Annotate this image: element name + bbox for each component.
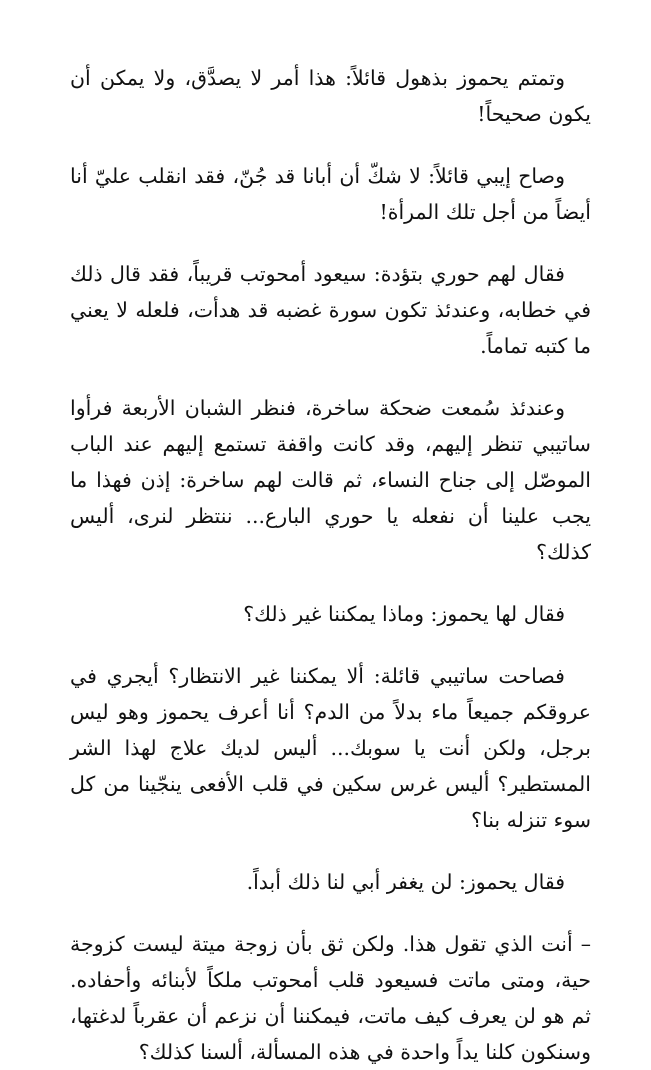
paragraph-8: – أنت الذي تقول هذا. ولكن ثق بأن زوجة ميتة ليست كزوجة حية، ومتى ماتت فسيعود قلب أمحوتب ملكاً لأبنائه وأحفاده. ثم هو لن يعرف كيف ماتت، فيمكننا أن نزعم أن عقرباً لدغتها، وسنكون كلنا يداً واحدة في هذه المسألة، ألسنا كذلك؟ bbox=[70, 932, 591, 1064]
paragraph-4: وعندئذ سُمعت ضحكة ساخرة، فنظر الشبان الأربعة فرأوا ساتيبي تنظر إليهم، وقد كانت واقفة تستمع إليهم عند الباب الموصّل إلى جناح النساء، ثم قالت لهم ساخرة: إذن فهذا ما يجب علينا أن نفعله يا حوري البارع... ننتظر لنرى، أليس كذلك؟ bbox=[70, 396, 591, 564]
paragraph-3: فقال لهم حوري بتؤدة: سيعود أمحوتب قريباً، فقد قال ذلك في خطابه، وعندئذ تكون سورة غضبه قد هدأت، فلعله لا يعني ما كتبه تماماً. bbox=[70, 262, 591, 358]
paragraph-2: وصاح إيبي قائلاً: لا شكّ أن أبانا قد جُنّ، فقد انقلب عليّ أنا أيضاً من أجل تلك المرأة! bbox=[70, 164, 591, 224]
paragraph-6: فصاحت ساتيبي قائلة: ألا يمكننا غير الانتظار؟ أيجري في عروقكم جميعاً ماء بدلاً من الدم؟ أنا أعرف يحموز وهو ليس برجل، ولكن أنت يا سوبك... أليس لديك علاج لهذا الشر المستطير؟ أليس غرس سكين في قلب الأفعى ينجّينا من كل سوء تنزله بنا؟ bbox=[70, 664, 591, 832]
paragraph-1: وتمتم يحموز بذهول قائلاً: هذا أمر لا يصدَّق، ولا يمكن أن يكون صحيحاً! bbox=[70, 66, 591, 126]
paragraph-5: فقال لها يحموز: وماذا يمكننا غير ذلك؟ bbox=[243, 602, 565, 626]
paragraph-7: فقال يحموز: لن يغفر أبي لنا ذلك أبداً. bbox=[246, 870, 565, 894]
